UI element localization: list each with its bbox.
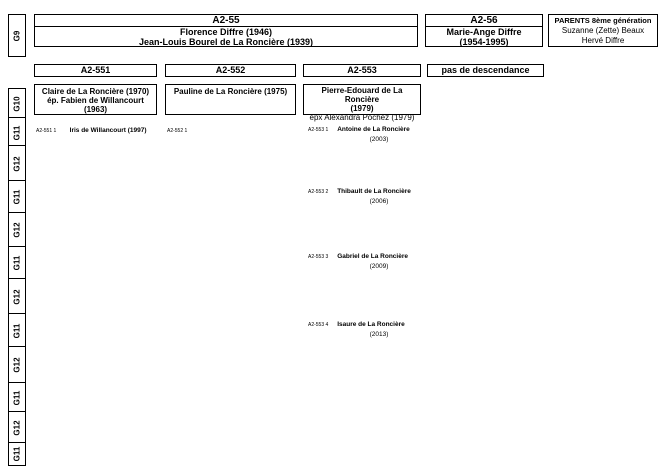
generation-cell — [8, 212, 26, 248]
grandchild-name: Thibault de La Roncière — [337, 188, 411, 195]
grandchild-code: A2-553 1 — [308, 127, 329, 133]
grandchild-code: A2-553 2 — [308, 189, 329, 195]
parent-box-a2-56 — [425, 14, 543, 47]
generation-cell — [8, 117, 26, 148]
generation-label: G11 — [12, 189, 22, 205]
child-spouse: épx Alexandra Pochez (1979) — [309, 113, 415, 122]
parent-line2: (1954-1995) — [459, 37, 509, 47]
grandchild-entry — [36, 119, 147, 137]
generation-label: G11 — [12, 446, 22, 462]
child-name-year: (1979) — [350, 104, 374, 113]
parent-box-a2-55 — [34, 14, 418, 47]
generation-label: G12 — [12, 222, 22, 238]
generation-cell — [8, 145, 26, 183]
child-name: Pierre-Edouard de La Roncière — [321, 86, 403, 104]
child-box-a2-552 — [165, 84, 296, 115]
grandchild-code: A2-551 1 — [36, 128, 57, 134]
generation-label: G12 — [12, 419, 22, 436]
generation-cell — [8, 411, 26, 444]
generation-cell — [8, 14, 26, 57]
generation-column — [8, 14, 26, 466]
grandchild-name: Iris de Willancourt (1997) — [69, 127, 147, 134]
generation-label: G11 — [12, 390, 22, 405]
grandchild-entry — [308, 245, 418, 270]
grandchild-code: A2-553 3 — [308, 254, 329, 260]
generation-label: G11 — [12, 125, 22, 140]
generation-cell — [8, 346, 26, 384]
grandchild-code: A2-552 1 — [167, 128, 188, 134]
child-header-a2-551: A2-551 — [34, 64, 157, 77]
grandchild-code: A2-553 4 — [308, 322, 329, 328]
parents-8-title: PARENTS 8ème génération — [554, 16, 652, 25]
child-box-a2-551 — [34, 84, 157, 115]
grandchild-name: Isaure de La Roncière — [337, 321, 405, 328]
grandchild-name: Gabriel de La Roncière — [337, 253, 408, 260]
generation-cell — [8, 180, 26, 214]
parent-id: A2-55 — [35, 15, 417, 27]
grandchild-year: (2006) — [369, 198, 389, 205]
grandchild-entry — [308, 118, 418, 143]
parent-id: A2-56 — [426, 15, 542, 27]
generation-label: G12 — [12, 357, 22, 373]
child-header-a2-552: A2-552 — [165, 64, 296, 77]
child-header-a2-553: A2-553 — [303, 64, 421, 77]
grandchild-entry — [308, 313, 418, 338]
generation-label: G11 — [12, 255, 22, 271]
generation-cell — [8, 442, 26, 466]
parents-8-line2: Hervé Diffre — [581, 36, 625, 45]
grandchild-year: (2013) — [369, 331, 389, 338]
grandchild-entry — [308, 180, 418, 205]
generation-cell — [8, 278, 26, 316]
child-name: Pauline de La Roncière (1975) — [173, 87, 288, 96]
grandchild-entry — [167, 119, 187, 137]
generation-cell — [8, 313, 26, 348]
generation-label: G11 — [12, 323, 22, 338]
generation-label: G12 — [12, 156, 22, 172]
grandchild-year: (2009) — [369, 263, 389, 270]
child-header-no-descendants: pas de descendance — [427, 64, 544, 77]
generation-label: G10 — [12, 95, 22, 112]
generation-label: G9 — [12, 30, 22, 41]
child-name: Claire de La Roncière (1970) — [41, 87, 150, 96]
parent-line1: Marie-Ange Diffre — [446, 27, 522, 37]
child-box-a2-553 — [303, 84, 421, 122]
grandchild-name: Antoine de La Roncière — [337, 126, 410, 133]
generation-label: G12 — [12, 289, 22, 305]
generation-cell — [8, 88, 26, 119]
parent-line2: Jean-Louis Bourel de La Roncière (1939) — [138, 37, 314, 47]
parents-8-line1: Suzanne (Zette) Beaux — [561, 26, 645, 35]
grandchild-year: (2003) — [369, 136, 389, 143]
parents-8th-gen-box — [548, 14, 658, 47]
generation-cell — [8, 382, 26, 413]
generation-cell — [8, 246, 26, 280]
parent-line1: Florence Diffre (1946) — [179, 27, 273, 37]
child-spouse: ép. Fabien de Willancourt (1963) — [47, 96, 144, 114]
